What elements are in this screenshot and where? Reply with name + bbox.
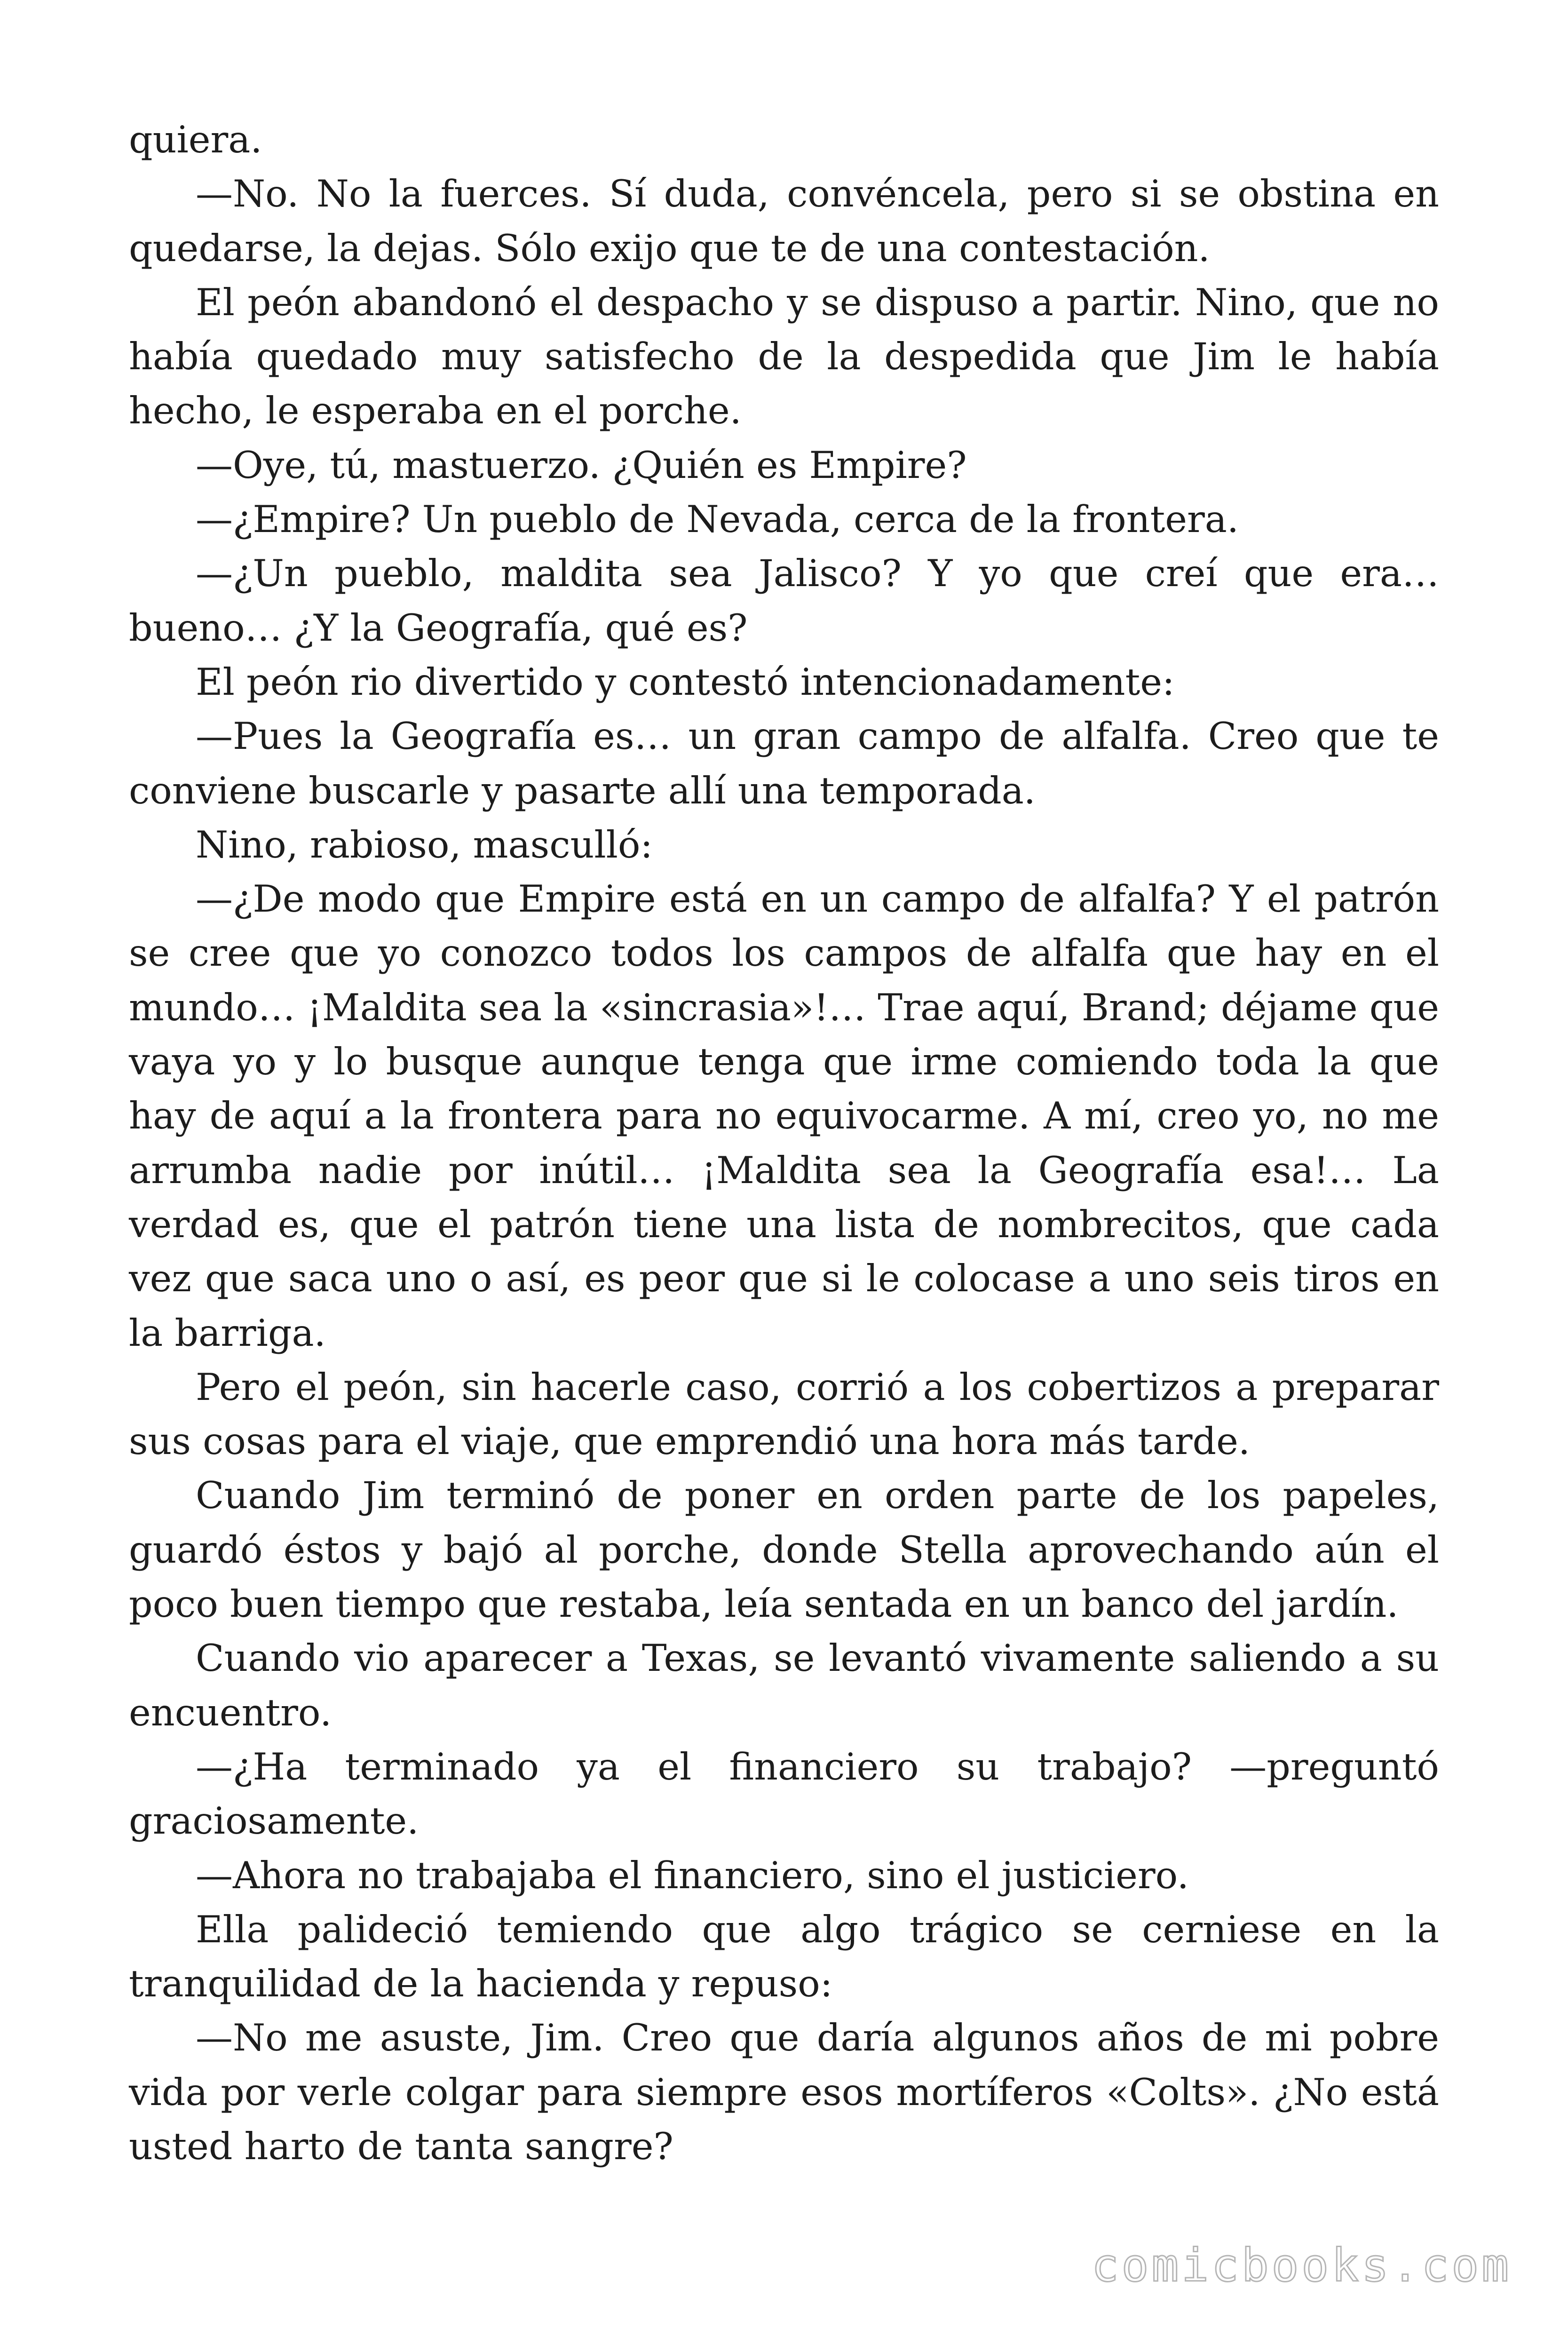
paragraph: —Pues la Geografía es… un gran campo de alfalfa. Creo que te conviene buscarle y pasarte allí una temporada. — [129, 715, 1439, 812]
paragraph: —¿Un pueblo, maldita sea Jalisco? Y yo que creí que era… bueno… ¿Y la Geografía, qué es? — [129, 552, 1439, 650]
paragraph: —¿Ha terminado ya el financiero su trabajo? —preguntó graciosamente. — [129, 1745, 1439, 1843]
paragraph: El peón abandonó el despacho y se dispuso a partir. Nino, que no había quedado muy satisfecho de la despedida que Jim le había hecho, le esperaba en el porche. — [129, 280, 1439, 433]
paragraph: —No. No la fuerces. Sí duda, convéncela, pero si se obstina en quedarse, la dejas. Sólo exijo que te de una contestación. — [129, 172, 1439, 270]
watermark: comicbooks.com — [1091, 2239, 1512, 2292]
paragraph: Nino, rabioso, mascullό: — [196, 823, 653, 866]
paragraph: El peón rio divertido y contestó intencionadamente: — [196, 660, 1175, 704]
book-page-body — [129, 113, 1439, 2174]
paragraph: Pero el peón, sin hacerle caso, corrió a los cobertizos a preparar sus cosas para el viaje, que emprendió una hora más tarde. — [129, 1365, 1439, 1463]
paragraph: Cuando vio aparecer a Texas, se levantó vivamente saliendo a su encuentro. — [129, 1637, 1439, 1734]
paragraph: —Ahora no trabajaba el financiero, sino el justiciero. — [196, 1853, 1189, 1897]
paragraph: —Oye, tú, mastuerzo. ¿Quién es Empire? — [196, 443, 967, 487]
paragraph: Cuando Jim terminó de poner en orden parte de los papeles, guardó éstos y bajó al porche, donde Stella aprovechando aún el poco buen tiempo que restaba, leía sentada en un banco del jardín. — [129, 1474, 1439, 1626]
paragraph: —¿De modo que Empire está en un campo de alfalfa? Y el patrón se cree que yo conozco todos los campos de alfalfa que hay en el mundo… ¡Maldita sea la «sincrasia»!… Trae aquí, Brand; déjame que vaya yo y lo busque aunque tenga que irme comiendo toda la que hay de aquí a la frontera para no equivocarme. A mí, creo yo, no me arrumba nadie por inútil… ¡Maldita sea la Geografía esa!… La verdad es, que el patrón tiene una lista de nombrecitos, que cada vez que saca uno o así, es peor que si le colocase a uno seis tiros en la barriga. — [129, 877, 1439, 1355]
paragraph: —No me asuste, Jim. Creo que daría algunos años de mi pobre vida por verle colgar para siempre esos mortíferos «Colts». ¿No está usted harto de tanta sangre? — [129, 2016, 1439, 2168]
paragraph: quiera. — [129, 118, 262, 161]
paragraph: Ella palideció temiendo que algo trágico se cerniese en la tranquilidad de la hacienda y repuso: — [129, 1907, 1439, 2006]
paragraph: —¿Empire? Un pueblo de Nevada, cerca de la frontera. — [196, 498, 1239, 541]
